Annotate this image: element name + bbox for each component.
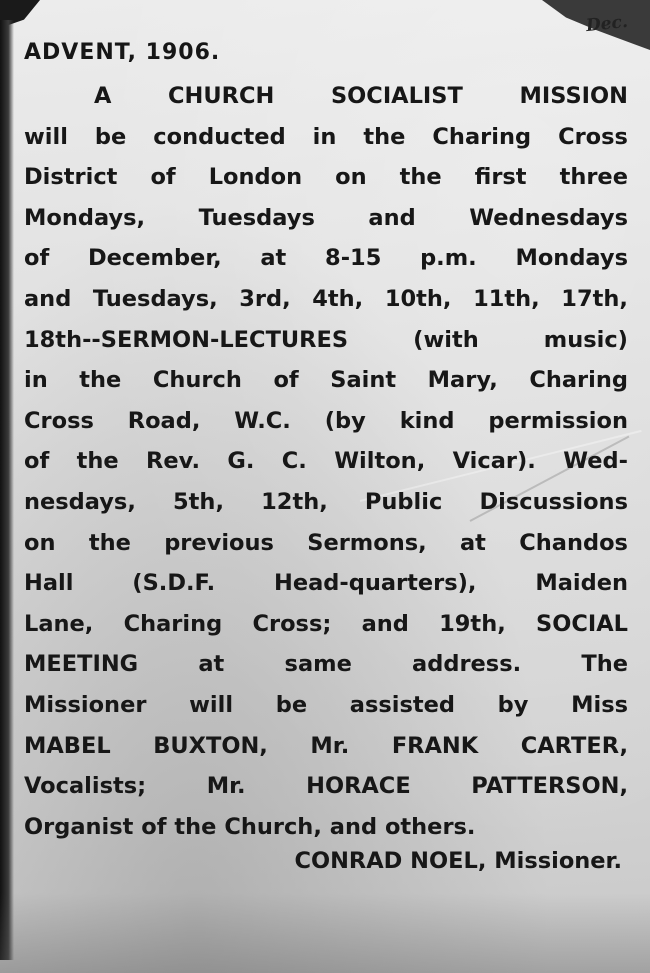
notice-line: Hall (S.D.F. Head-quarters), Maiden	[24, 570, 628, 597]
notice-line: in the Church of Saint Mary, Charing	[24, 367, 628, 394]
notice-line: 18th--SERMON-LECTURES (with music)	[24, 326, 628, 353]
notice-line: and Tuesdays, 3rd, 4th, 10th, 11th, 17th,	[24, 285, 628, 312]
notice-line: on the previous Sermons, at Chandos	[24, 529, 628, 556]
notice-line: Lane, Charing Cross; and 19th, SOCIAL	[24, 610, 628, 637]
notice-heading: ADVENT, 1906.	[24, 40, 221, 65]
notice-line: Organist of the Church, and others.	[24, 813, 476, 840]
notice-line: will be conducted in the Charing Cross	[24, 123, 628, 150]
notice-line: MEETING at same address. The	[24, 651, 628, 678]
notice-line: District of London on the first three	[24, 164, 628, 191]
notice-line: of the Rev. G. C. Wilton, Vicar). Wed-	[24, 448, 628, 475]
notice-line: Vocalists; Mr. HORACE PATTERSON,	[24, 773, 628, 800]
dark-left-edge	[0, 20, 14, 960]
notice-line: MABEL BUXTON, Mr. FRANK CARTER,	[24, 732, 628, 759]
paper-wear-bottom	[0, 893, 650, 973]
notice-signature: CONRAD NOEL, Missioner.	[294, 848, 622, 874]
notice-line: nesdays, 5th, 12th, Public Discussions	[24, 488, 628, 515]
notice-line: Mondays, Tuesdays and Wednesdays	[24, 204, 628, 231]
notice-line: A CHURCH SOCIALIST MISSION	[94, 83, 628, 109]
handwritten-annotation: Dec.	[585, 11, 629, 37]
notice-line: Cross Road, W.C. (by kind permission	[24, 407, 628, 434]
notice-line: Missioner will be assisted by Miss	[24, 691, 628, 718]
notice-line: of December, at 8-15 p.m. Mondays	[24, 245, 628, 272]
notice-body	[24, 76, 628, 847]
